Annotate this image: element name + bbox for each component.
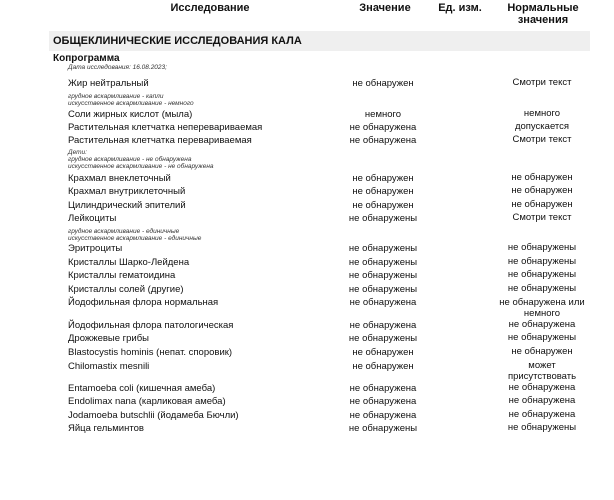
row-normal: не обнаружена (508, 409, 576, 420)
table-row (0, 78, 614, 91)
note-line: искусственное вскармливание - единичные (68, 235, 202, 242)
row-normal: не обнаружена или немного (499, 297, 585, 319)
row-normal: не обнаружены (507, 422, 577, 433)
row-normal: не обнаружена (508, 382, 576, 393)
header-value: Значение (359, 2, 411, 14)
row-name: Жир нейтральный (68, 78, 149, 89)
row-value: не обнаружена (349, 297, 417, 308)
row-value: немного (364, 109, 402, 120)
row-name: Кристаллы гематоидина (68, 270, 176, 281)
row-value: не обнаружен (352, 200, 414, 211)
row-name: Entamoeba coli (кишечная амеба) (68, 383, 216, 394)
row-value: не обнаружена (349, 122, 417, 133)
table-row (0, 284, 614, 297)
row-value: не обнаружены (348, 284, 418, 295)
row-normal: не обнаружены (507, 283, 577, 294)
header-normal: Нормальные значения (507, 2, 579, 26)
table-row (0, 333, 614, 346)
row-normal: может присутствовать (507, 360, 577, 382)
row-normal: не обнаружены (507, 269, 577, 280)
row-name: Растительная клетчатка перевариваемая (68, 135, 252, 146)
table-row (0, 186, 614, 199)
row-normal: допускается (514, 121, 570, 132)
row-value: не обнаружен (352, 78, 414, 89)
note-line: искусственное вскармливание - немного (68, 100, 194, 107)
row-name: Яйца гельминтов (68, 423, 144, 434)
table-row (0, 243, 614, 256)
row-normal: не обнаружен (511, 346, 573, 357)
row-value: не обнаружен (352, 347, 414, 358)
row-value: не обнаружены (348, 213, 418, 224)
row-normal: не обнаружен (511, 172, 573, 183)
row-normal: не обнаружена (508, 395, 576, 406)
row-name: Blastocystis hominis (непат. споровик) (68, 347, 233, 358)
note-line: Дети: (68, 149, 87, 156)
row-name: Растительная клетчатка неперевариваемая (68, 122, 263, 133)
table-row (0, 213, 614, 226)
table-row (0, 396, 614, 409)
row-value: не обнаружен (352, 361, 414, 372)
row-normal: не обнаружены (507, 242, 577, 253)
row-name: Цилиндрический эпителий (68, 200, 186, 211)
row-value: не обнаружены (348, 243, 418, 254)
row-value: не обнаружена (349, 320, 417, 331)
row-normal: Смотри текст (512, 134, 572, 145)
row-value: не обнаружена (349, 135, 417, 146)
row-value: не обнаружен (352, 173, 414, 184)
note-line: грудное вскармливание - капли (68, 93, 164, 100)
header-study: Исследование (170, 2, 250, 14)
row-normal: не обнаружен (511, 185, 573, 196)
row-normal: не обнаружены (507, 256, 577, 267)
row-value: не обнаружена (349, 383, 417, 394)
row-name: Йодофильная флора нормальная (68, 297, 219, 308)
row-value: не обнаружены (348, 423, 418, 434)
row-value: не обнаружен (352, 186, 414, 197)
table-row (0, 347, 614, 360)
row-normal: немного (523, 108, 561, 119)
table-header (0, 0, 614, 28)
subtitle: Копрограмма (53, 53, 120, 64)
row-name: Кристаллы солей (другие) (68, 284, 184, 295)
note-line: грудное вскармливание - единичные (68, 228, 180, 235)
row-value: не обнаружена (349, 410, 417, 421)
row-value: не обнаружены (348, 257, 418, 268)
date-note: Дата исследования: 16.08.2023; (68, 64, 167, 71)
row-name: Chilomastix mesnili (68, 361, 150, 372)
row-normal: не обнаружен (511, 199, 573, 210)
row-name: Крахмал внутриклеточный (68, 186, 186, 197)
row-name: Jodamoeba butschlii (йодамеба Бючли) (68, 410, 239, 421)
table-row (0, 360, 614, 382)
row-value: не обнаружены (348, 333, 418, 344)
row-normal: Смотри текст (512, 77, 572, 88)
row-value: не обнаружена (349, 396, 417, 407)
row-value: не обнаружены (348, 270, 418, 281)
row-name: Йодофильная флора патологическая (68, 320, 234, 331)
row-name: Эритроциты (68, 243, 123, 254)
section-title: ОБЩЕКЛИНИЧЕСКИЕ ИССЛЕДОВАНИЯ КАЛА (49, 31, 590, 51)
row-name: Лейкоциты (68, 213, 117, 224)
note-line: искусственное вскармливание - не обнаружена (68, 163, 214, 170)
row-normal: не обнаружена (508, 319, 576, 330)
row-name: Кристаллы Шарко-Лейдена (68, 257, 190, 268)
table-row (0, 423, 614, 436)
row-name: Endolimax nana (карликовая амеба) (68, 396, 226, 407)
row-normal: не обнаружены (507, 332, 577, 343)
table-row (0, 270, 614, 283)
row-name: Дрожжевые грибы (68, 333, 150, 344)
row-normal: Смотри текст (512, 212, 572, 223)
note-line: грудное вскармливание - не обнаружена (68, 156, 192, 163)
table-row (0, 135, 614, 148)
header-unit: Ед. изм. (438, 2, 482, 14)
row-name: Крахмал внеклеточный (68, 173, 171, 184)
row-name: Соли жирных кислот (мыла) (68, 109, 193, 120)
table-row (0, 297, 614, 319)
